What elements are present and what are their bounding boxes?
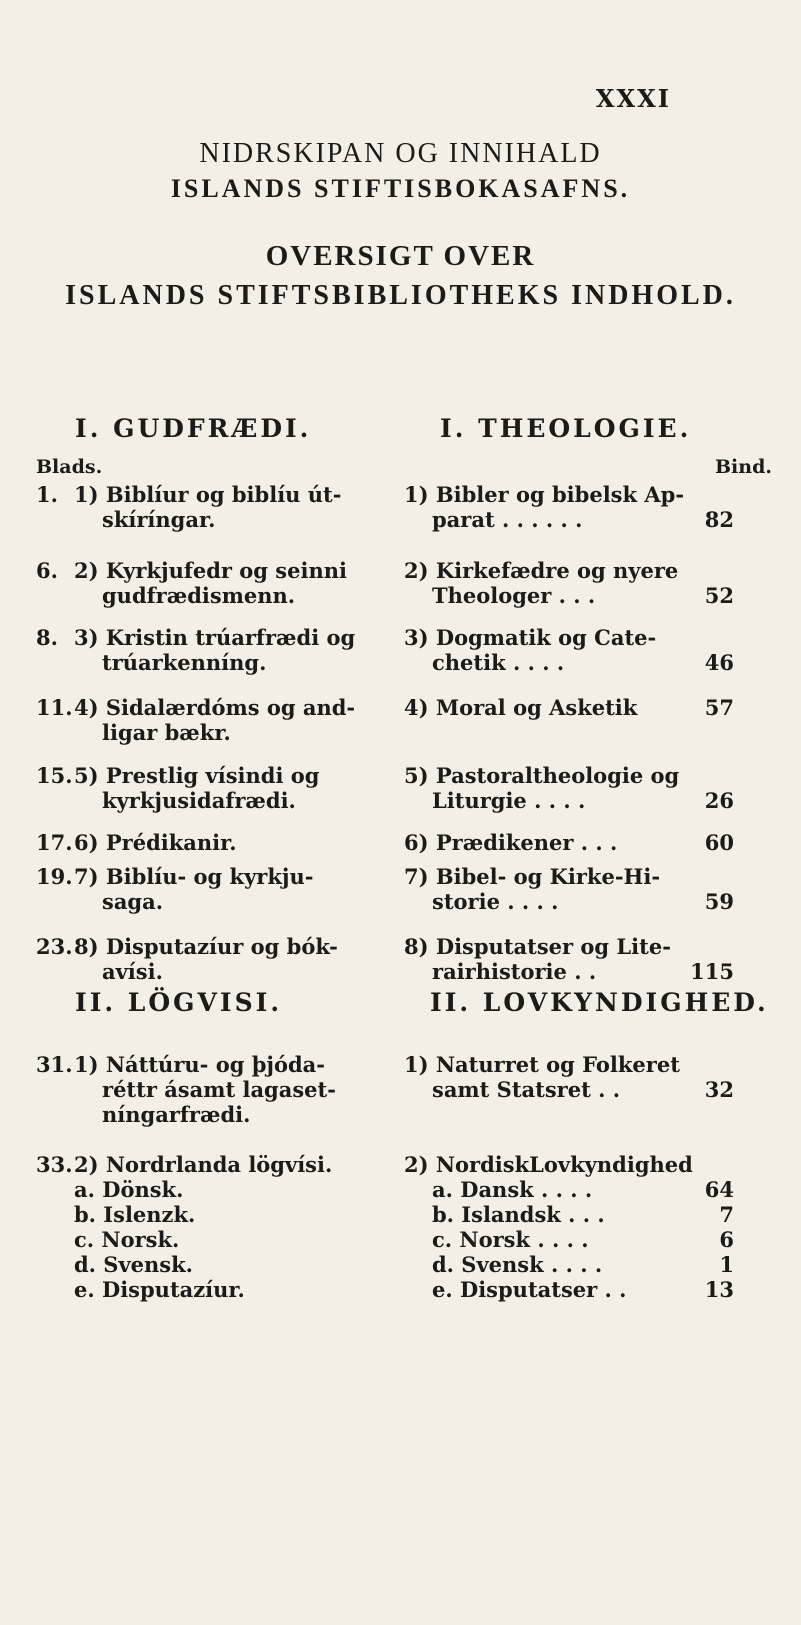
list-item: 8. 3) Kristin trúarfrædi og trúarkenníng. bbox=[36, 625, 356, 675]
title-icelandic-line1: NIDRSKIPAN OG INNIHALD bbox=[199, 138, 602, 169]
list-item: 8) Disputatser og Lite- rairhistorie . . 115 bbox=[404, 934, 734, 984]
list-item: 17. 6) Prédikanir. bbox=[36, 830, 237, 855]
section2-left-heading: II. LÖGVISI. bbox=[75, 988, 283, 1017]
list-item: 31. 1) Náttúru- og þjóda- réttr ásamt lagaset- níngarfrædi. bbox=[36, 1052, 336, 1127]
list-item: 6. 2) Kyrkjufedr og seinni gudfrædismenn. bbox=[36, 558, 347, 608]
list-item: 3) Dogmatik og Cate- chetik . . . . 46 bbox=[404, 625, 734, 675]
title-danish-line2: ISLANDS STIFTSBIBLIOTHEKS INDHOLD. bbox=[65, 280, 736, 311]
list-item: 19. 7) Biblíu- og kyrkju- saga. bbox=[36, 864, 314, 914]
page-number: XXXI bbox=[595, 84, 671, 113]
section2-left-list bbox=[36, 1052, 336, 1302]
title-icelandic-line2: ISLANDS STIFTISBOKASAFNS. bbox=[170, 174, 631, 203]
list-item: d. Svensk . . . . 1 bbox=[432, 1252, 734, 1277]
section2-right-heading: II. LOVKYNDIGHED. bbox=[430, 988, 769, 1017]
title-danish-line1: OVERSIGT OVER bbox=[265, 240, 536, 272]
list-item: 33. 2) Nordrlanda lögvísi. a. Dönsk. b. Islenzk. c. Norsk. d. Svensk. e. Disputazíur. bbox=[36, 1152, 333, 1302]
section1-left-heading: I. GUDFRÆDI. bbox=[75, 414, 312, 443]
list-item: b. Islandsk . . . 7 bbox=[432, 1202, 734, 1227]
right-column-label: Bind. bbox=[715, 456, 772, 478]
list-item: e. Disputatser . . 13 bbox=[432, 1277, 734, 1302]
section1-left-list bbox=[36, 482, 355, 1004]
list-item: 1) Naturret og Folkeret samt Statsret . . 32 bbox=[404, 1052, 734, 1102]
list-item: 4) Moral og Asketik 57 bbox=[404, 695, 734, 720]
list-item: 2) Kirkefædre og nyere Theologer . . . 52 bbox=[404, 558, 734, 608]
section1-right-heading: I. THEOLOGIE. bbox=[440, 414, 692, 443]
section1-right-list bbox=[404, 482, 734, 1004]
list-item: 2) NordiskLovkyndighed a. Dansk . . . . 64 bbox=[404, 1152, 734, 1202]
list-item: 11. 4) Sidalærdóms og and- ligar bækr. bbox=[36, 695, 356, 745]
section2-right-list bbox=[404, 1052, 734, 1302]
list-item: 1. 1) Biblíur og biblíu út- skíríngar. bbox=[36, 482, 342, 532]
list-item: 6) Prædikener . . . 60 bbox=[404, 830, 734, 855]
list-item: 1) Bibler og bibelsk Ap- parat . . . . . . 82 bbox=[404, 482, 734, 532]
left-column-label: Blads. bbox=[36, 456, 103, 478]
list-item: 7) Bibel- og Kirke-Hi- storie . . . . 59 bbox=[404, 864, 734, 914]
list-item: 15. 5) Prestlig vísindi og kyrkjusidafrædi. bbox=[36, 763, 320, 813]
list-item: 5) Pastoraltheologie og Liturgie . . . . 26 bbox=[404, 763, 734, 813]
list-item: 23. 8) Disputazíur og bók- avísi. bbox=[36, 934, 338, 984]
list-item: c. Norsk . . . . 6 bbox=[432, 1227, 734, 1252]
